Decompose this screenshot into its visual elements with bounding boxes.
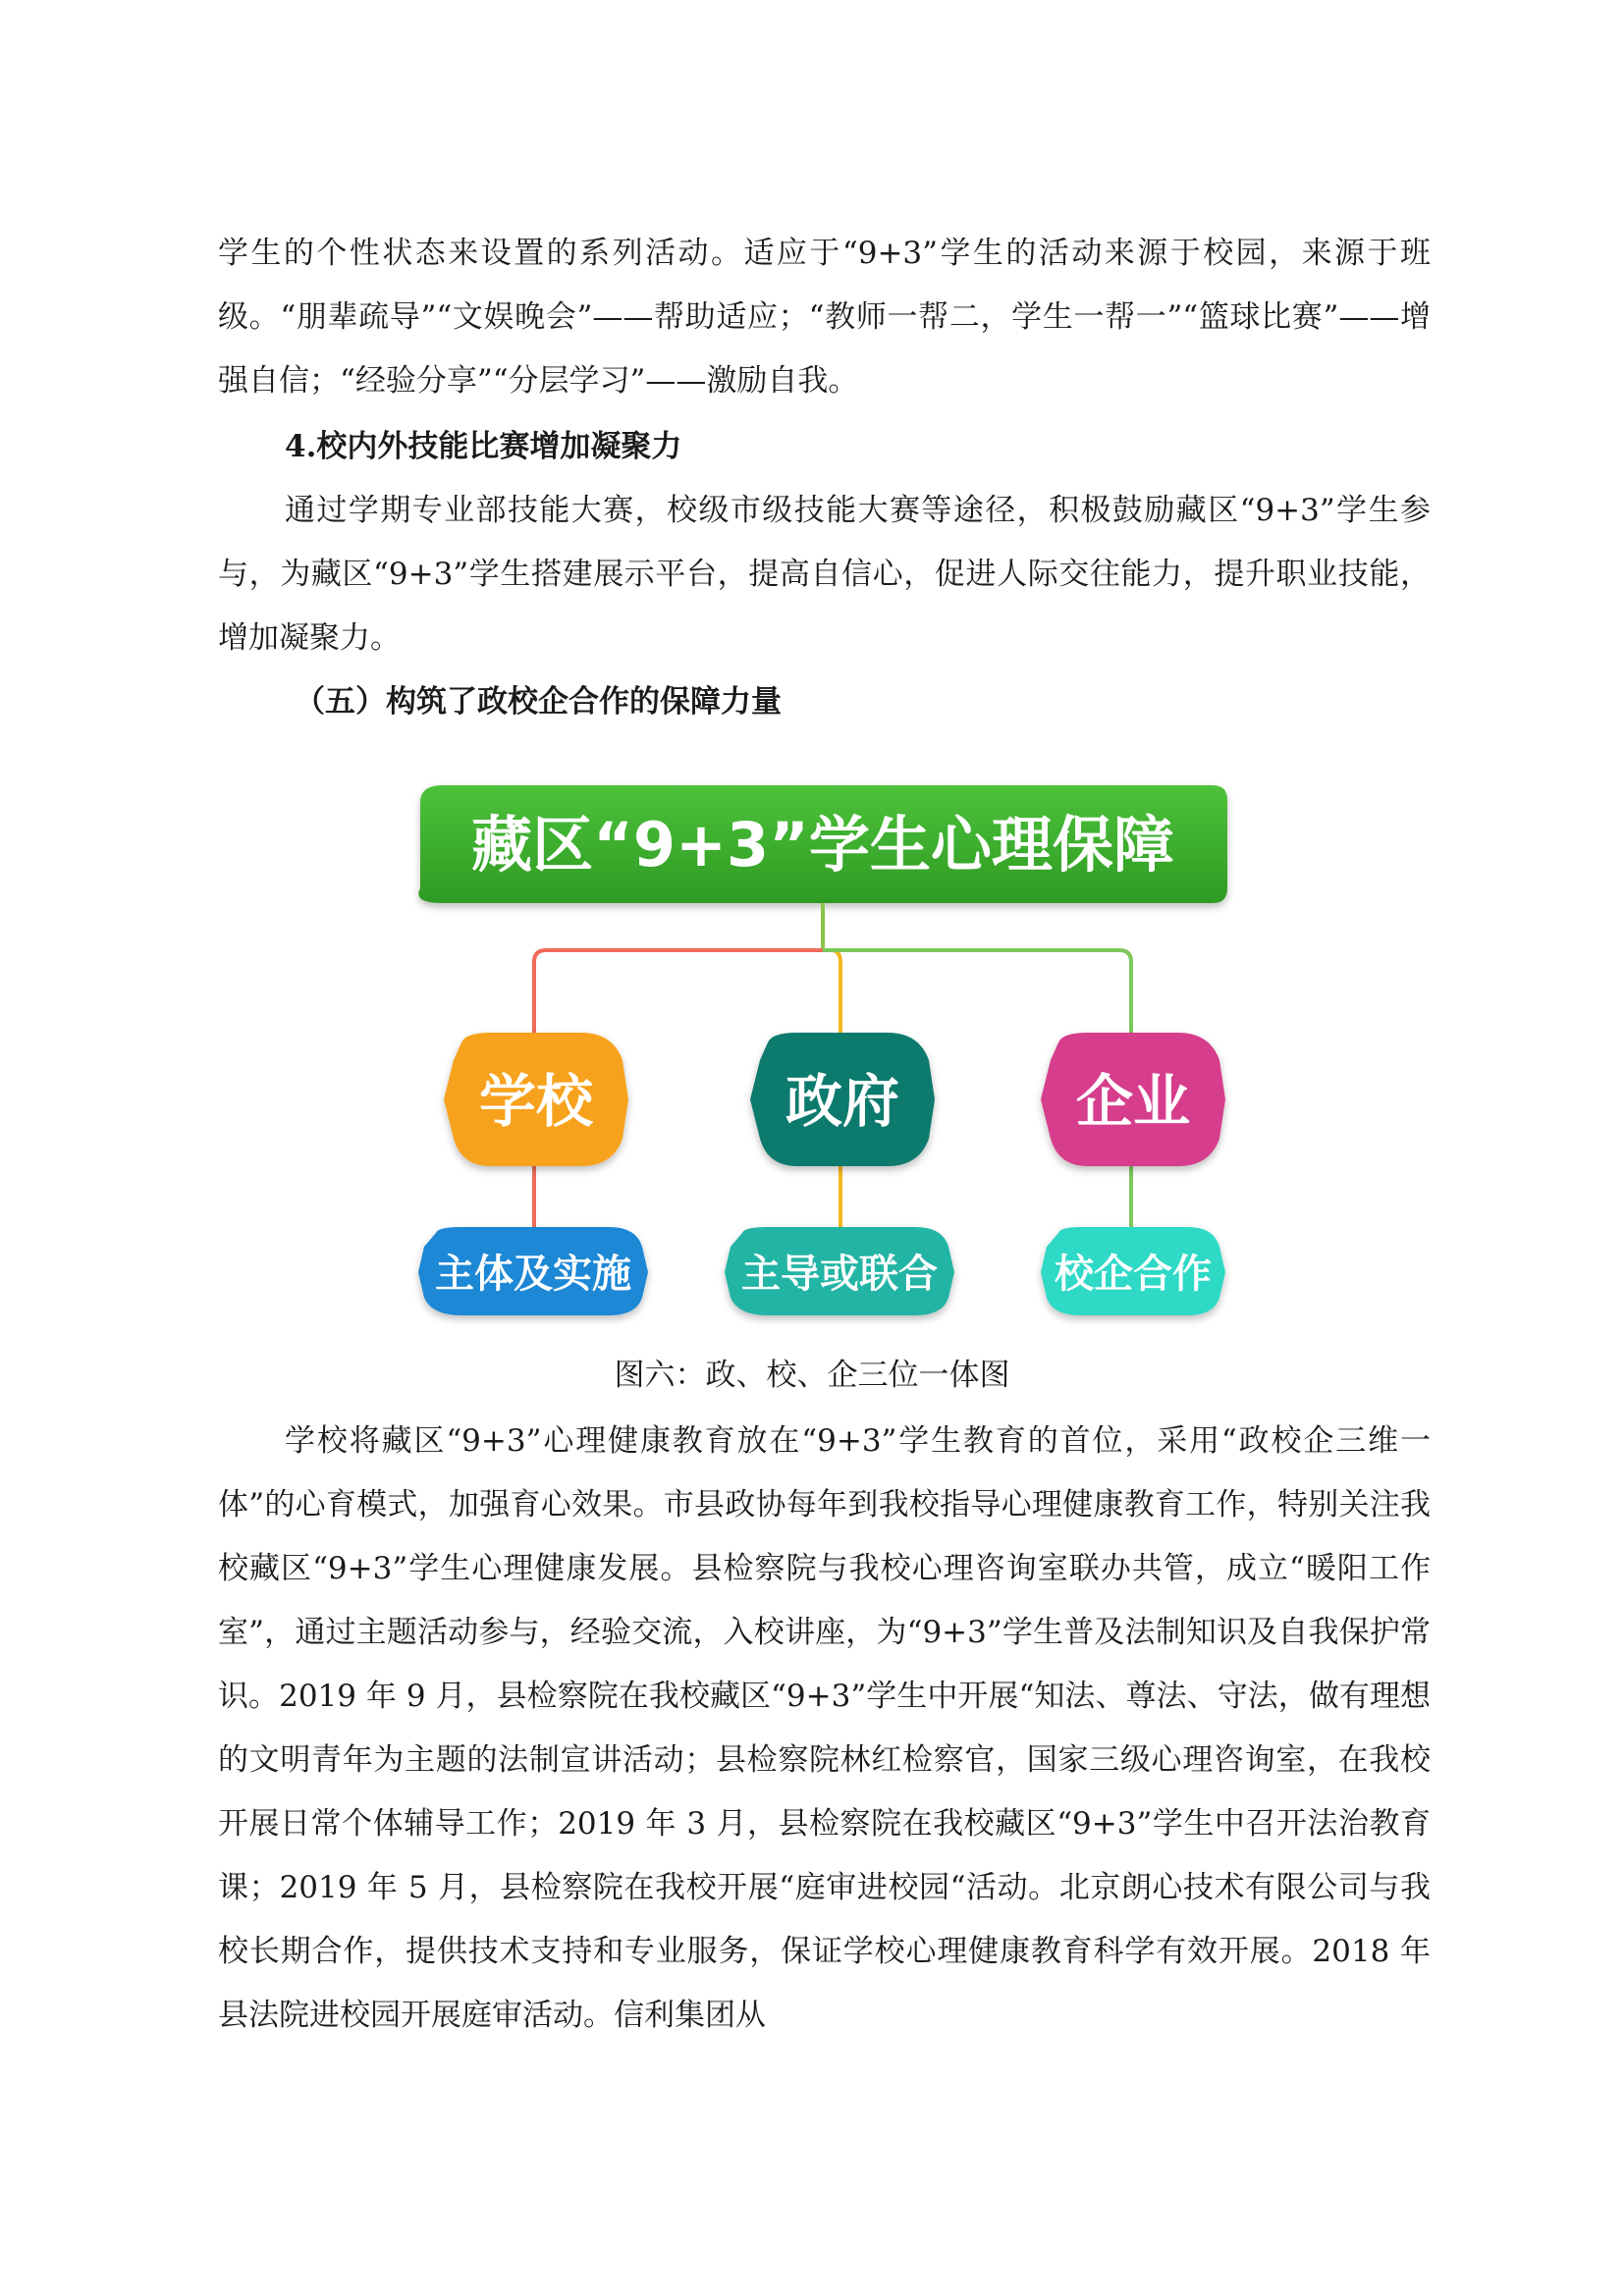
node-school-label: 学校 [478, 1068, 594, 1135]
cooperation-diagram [0, 746, 1624, 1335]
node-enterprise-label: 企业 [1075, 1068, 1191, 1135]
node-government-label: 政府 [785, 1068, 900, 1135]
node-enterprise [1041, 1033, 1225, 1166]
paragraph-skills-competition: 通过学期专业部技能大赛，校级市级技能大赛等途径，积极鼓励藏区“9+3”学生参与，为藏区“9+3”学生搭建展示平台，提高自信心，促进人际交往能力，提升职业技能，增加凝聚力。 [218, 493, 1431, 656]
figure-caption: 图六：政、校、企三位一体图 [614, 1358, 1010, 1393]
sub-enterprise-label: 校企合作 [1055, 1252, 1212, 1297]
diagram-title: 藏区“9+3”学生心理保障 [471, 809, 1174, 881]
sub-government-label: 主导或联合 [741, 1252, 938, 1297]
section-heading-5: （五）构筑了政校企合作的保障力量 [295, 684, 782, 720]
section-heading-4: 4.校内外技能比赛增加凝聚力 [285, 429, 682, 464]
sub-government [725, 1227, 954, 1315]
sub-enterprise [1041, 1227, 1225, 1315]
paragraph-cooperation: 学校将藏区“9+3”心理健康教育放在“9+3”学生教育的首位，采用“政校企三维一体”的心育模式，加强育心效果。市县政协每年到我校指导心理健康教育工作，特别关注我校藏区“9+3”学生心理健康发展。县检察院与我校心理咨询室联办共管，成立“暖阳工作室”，通过主题活动参与，经验交流，入校讲座，为“9+3”学生普及法制知识及自我保护常识。2019 年 9 月，县检察院在我校藏区“9+3”学生中开展“知法、尊法、守法，做有理想的文明青年为主题的法制宣讲活动；县检察院林红检察官，国家三级心理咨询室，在我校开展日常个体辅导工作；2019 年 3 月，县检察院在我校藏区“9+3”学生中召开法治教育课；2019 年 5 月，县检察院在我校开展“庭审进校园“活动。北京朗心技术有限公司与我校长期合作，提供技术支持和专业服务，保证学校心理健康教育科学有效开展。2018 年县法院进校园开展庭审活动。信利集团从 [218, 1423, 1431, 2033]
sub-school-label: 主体及实施 [435, 1252, 631, 1297]
paragraph-continued: 学生的个性状态来设置的系列活动。适应于“9+3”学生的活动来源于校园，来源于班级。“朋辈疏导”“文娱晚会”——帮助适应；“教师一帮二，学生一帮一”“篮球比赛”——增强自信；“经验分享”“分层学习”——激励自我。 [218, 236, 1431, 399]
node-government [750, 1033, 935, 1166]
sub-school [418, 1227, 648, 1315]
diagram-title-box [418, 785, 1227, 903]
node-school [444, 1033, 628, 1166]
